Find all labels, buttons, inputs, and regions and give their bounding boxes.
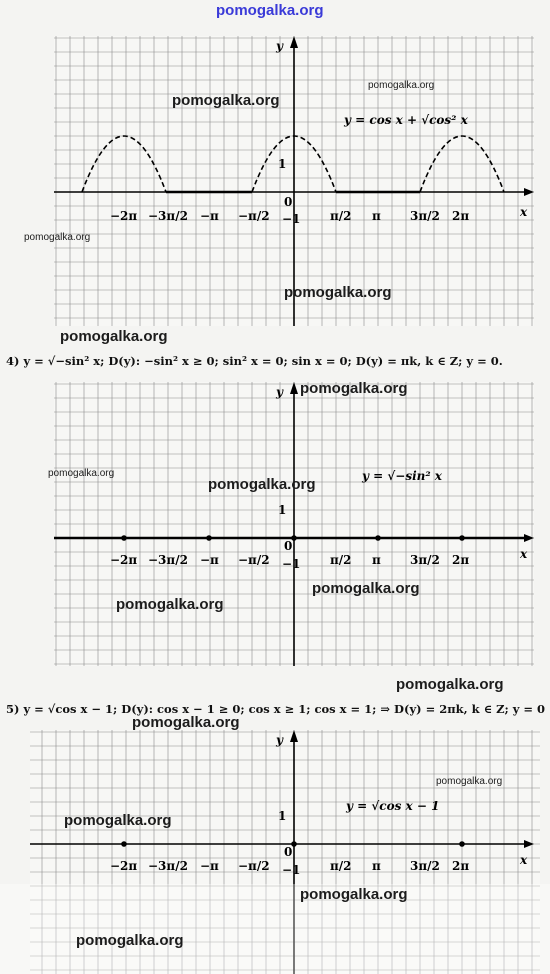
x-axis-label: x <box>520 205 528 219</box>
y-tick-1: 1 <box>278 809 287 823</box>
x-tick-pi2: π/2 <box>330 553 352 567</box>
x-tick-negpi2: −π/2 <box>238 553 270 567</box>
watermark: pomogalka.org <box>60 328 168 345</box>
task-text: y = √cos x − 1; D(y): cos x − 1 ≥ 0; cos x ≥ 1; cos x = 1; ⇒ D(y) = 2πk, k ∈ Z; y = 0 <box>23 702 546 716</box>
x-tick-2pi: 2π <box>452 859 470 873</box>
x-tick-pi2: π/2 <box>330 209 352 223</box>
y-tick-neg1: −1 <box>282 863 301 877</box>
watermark: pomogalka.org <box>436 776 503 787</box>
formula: y = cos x + √cos² x <box>344 113 468 127</box>
x-tick-2pi: 2π <box>452 553 470 567</box>
x-tick-neg3pi2: −3π/2 <box>148 209 188 223</box>
watermark: pomogalka.org <box>300 886 408 903</box>
graph-1 <box>0 30 550 330</box>
formula: y = √cos x − 1 <box>346 799 440 813</box>
x-tick-negpi: −π <box>200 553 219 567</box>
y-tick-neg1: −1 <box>282 557 301 571</box>
origin-label: 0 <box>284 845 293 859</box>
watermark: pomogalka.org <box>300 380 408 397</box>
site-watermark-top: pomogalka.org <box>216 2 324 19</box>
watermark: pomogalka.org <box>24 232 91 243</box>
origin-label: 0 <box>284 539 293 553</box>
watermark: pomogalka.org <box>368 80 435 91</box>
watermark: pomogalka.org <box>76 932 184 949</box>
x-tick-negpi2: −π/2 <box>238 209 270 223</box>
x-tick-neg2pi: −2π <box>110 553 138 567</box>
x-axis-label: x <box>520 853 528 867</box>
watermark: pomogalka.org <box>64 812 172 829</box>
y-axis-label: y <box>276 733 283 747</box>
y-tick-1: 1 <box>278 503 287 517</box>
watermark: pomogalka.org <box>396 676 504 693</box>
x-tick-neg3pi2: −3π/2 <box>148 553 188 567</box>
graph-2 <box>0 376 550 670</box>
x-tick-pi2: π/2 <box>330 859 352 873</box>
watermark: pomogalka.org <box>312 580 420 597</box>
x-axis-label: x <box>520 547 528 561</box>
x-tick-2pi: 2π <box>452 209 470 223</box>
y-tick-neg1: −1 <box>282 212 301 226</box>
x-tick-3pi2: 3π/2 <box>410 209 440 223</box>
x-tick-neg3pi2: −3π/2 <box>148 859 188 873</box>
y-tick-1: 1 <box>278 157 287 171</box>
task-4 <box>6 354 503 368</box>
task-number: 4) <box>6 354 20 368</box>
y-axis-label: y <box>276 39 283 53</box>
formula: y = √−sin² x <box>362 469 442 483</box>
watermark: pomogalka.org <box>208 476 316 493</box>
task-5 <box>6 702 545 716</box>
x-tick-3pi2: 3π/2 <box>410 553 440 567</box>
task-text: y = √−sin² x; D(y): −sin² x ≥ 0; sin² x = 0; sin x = 0; D(y) = πk, k ∈ Z; y = 0. <box>23 354 503 368</box>
task-number: 5) <box>6 702 20 716</box>
x-tick-pi: π <box>372 553 381 567</box>
watermark: pomogalka.org <box>132 714 240 731</box>
origin-label: 0 <box>284 195 293 209</box>
x-tick-negpi2: −π/2 <box>238 859 270 873</box>
x-tick-neg2pi: −2π <box>110 209 138 223</box>
y-axis-label: y <box>276 385 283 399</box>
x-tick-pi: π <box>372 209 381 223</box>
x-tick-3pi2: 3π/2 <box>410 859 440 873</box>
x-tick-pi: π <box>372 859 381 873</box>
x-tick-neg2pi: −2π <box>110 859 138 873</box>
watermark: pomogalka.org <box>116 596 224 613</box>
watermark: pomogalka.org <box>172 92 280 109</box>
x-tick-negpi: −π <box>200 859 219 873</box>
x-tick-negpi: −π <box>200 209 219 223</box>
watermark: pomogalka.org <box>284 284 392 301</box>
watermark: pomogalka.org <box>48 468 115 479</box>
